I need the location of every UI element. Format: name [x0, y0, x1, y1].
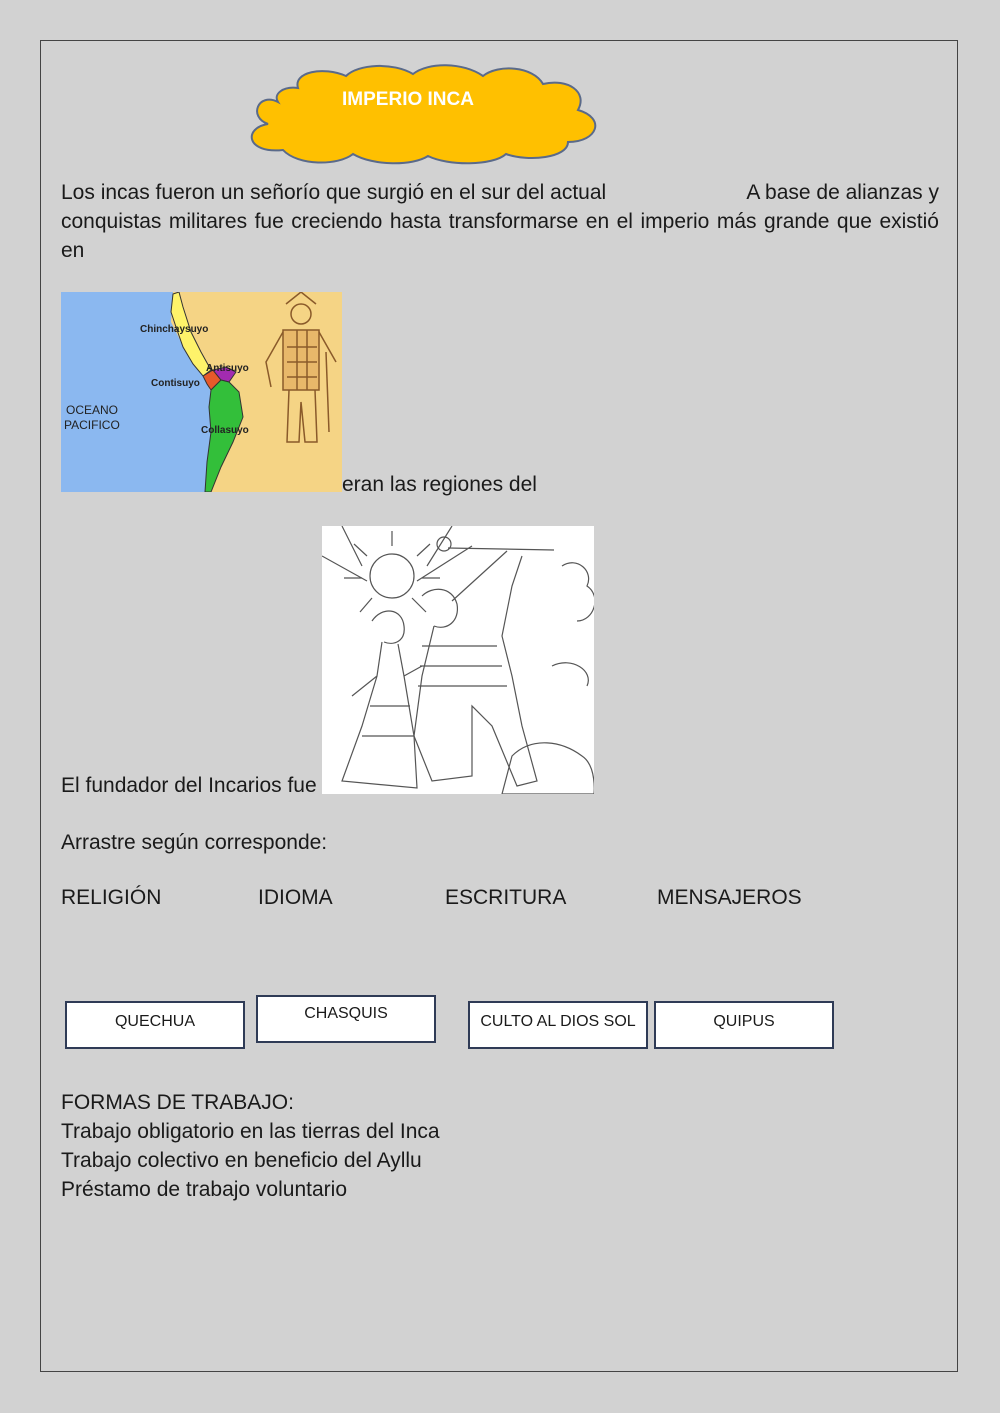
drag-chip-chasquis[interactable]: CHASQUIS	[256, 995, 436, 1043]
map-label-collasuyo: Collasuyo	[201, 425, 249, 436]
work-item: Préstamo de trabajo voluntario	[61, 1178, 347, 1201]
work-title: FORMAS DE TRABAJO:	[61, 1091, 294, 1114]
work-item: Trabajo colectivo en beneficio del Ayllu	[61, 1149, 422, 1172]
intro-line3: en	[61, 239, 85, 262]
work-item: Trabajo obligatorio en las tierras del Inca	[61, 1120, 440, 1143]
map-label-antisuyo: Antisuyo	[206, 363, 249, 374]
category-religion: RELIGIÓN	[61, 886, 162, 909]
drag-chip-quipus[interactable]: QUIPUS	[654, 1001, 834, 1049]
title-cloud	[238, 62, 604, 166]
page-title: IMPERIO INCA	[342, 89, 474, 110]
category-escritura: ESCRITURA	[445, 886, 567, 909]
founders-illustration	[322, 526, 594, 794]
category-mensajeros: MENSAJEROS	[657, 886, 802, 909]
drag-chip-culto-al-dios-sol[interactable]: CULTO AL DIOS SOL	[468, 1001, 648, 1049]
intro-line2: conquistas militares fue creciendo hasta transformarse en el imperio más grande que existió	[61, 210, 939, 233]
instruction-text: Arrastre según corresponde:	[61, 831, 328, 854]
tawantinsuyu-map	[61, 292, 342, 492]
intro-line1-right: A base de alianzas y	[746, 181, 939, 204]
map-label-contisuyo: Contisuyo	[151, 378, 200, 389]
drag-chip-quechua[interactable]: QUECHUA	[65, 1001, 245, 1049]
intro-line1-left: Los incas fueron un señorío que surgió en el sur del actual	[61, 181, 607, 204]
map-label-ocean-2: PACIFICO	[64, 418, 120, 432]
founder-text: El fundador del Incarios fue	[61, 774, 317, 797]
map-label-ocean-1: OCEANO	[66, 403, 119, 417]
regions-text: eran las regiones del	[342, 473, 537, 496]
map-label-chinchaysuyo: Chinchaysuyo	[140, 324, 209, 335]
category-idioma: IDIOMA	[258, 886, 333, 909]
work-section	[61, 1088, 440, 1204]
intro-paragraph	[61, 178, 939, 265]
